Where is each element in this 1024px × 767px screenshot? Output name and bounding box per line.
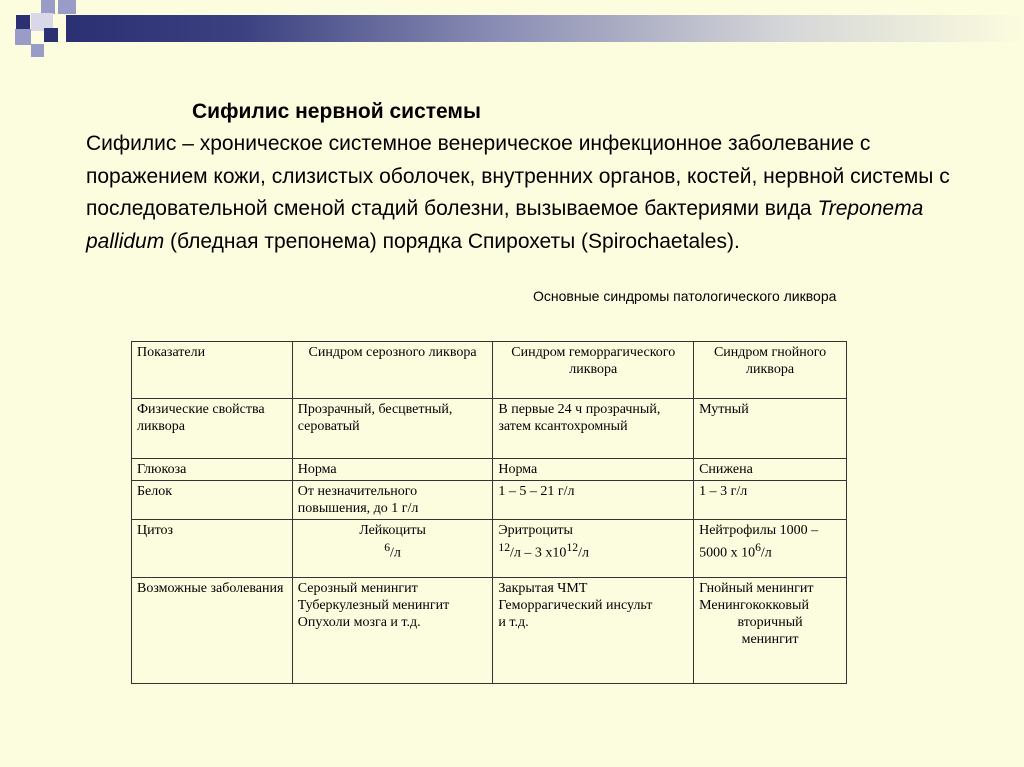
table-cell xyxy=(694,520,847,578)
cell-line: Опухоли мозга и т.д. xyxy=(297,615,421,630)
header-cell: Синдром геморрагического ликвора xyxy=(493,342,694,399)
header-cell: Синдром серозного ликвора xyxy=(292,342,493,399)
table-cell: В первые 24 ч прозрачный, затем ксантохромный xyxy=(493,399,694,459)
definition-paragraph xyxy=(86,128,966,258)
cell-line: Закрытая ЧМТ xyxy=(498,581,588,596)
table-caption: Основные синдромы патологического ликвора xyxy=(533,288,837,304)
cell-line: Геморрагический инсульт xyxy=(498,598,653,613)
paragraph-text-end: (бледная трепонема) порядка Спирохеты (Spirochaetales). xyxy=(164,229,740,253)
table-cell: Мутный xyxy=(694,399,847,459)
table-cell: Цитоз xyxy=(132,520,293,578)
cell-line: менингит xyxy=(741,632,799,647)
species-name: Treponema pallidum xyxy=(86,197,924,253)
table-cell: Прозрачный, бесцветный, сероватый xyxy=(292,399,493,459)
table-cell: Норма xyxy=(292,459,493,481)
cell-sup: 12 xyxy=(498,541,511,554)
header-gradient-bar xyxy=(66,15,1024,42)
table-cell: Возможные заболевания xyxy=(132,578,293,684)
cell-line: Гнойный менингит xyxy=(699,581,814,596)
table-cell xyxy=(292,520,493,578)
table-cell xyxy=(493,520,694,578)
slide-title: Сифилис нервной системы xyxy=(192,100,481,123)
table-cell: Белок xyxy=(132,481,293,520)
table-cell: 1 – 5 – 21 г/л xyxy=(493,481,694,520)
cell-line: вторичный xyxy=(737,615,803,630)
table-cell: От незначительного повышения, до 1 г/л xyxy=(292,481,493,520)
cell-text: /л xyxy=(390,545,401,561)
cell-text: Эритроциты xyxy=(498,523,573,538)
paragraph-text: Сифилис – хроническое системное венерическое инфекционное заболевание с поражением кожи, слизистых оболочек, внутренних органов, костей, нервной системы с последовательной сменой стадий болезни, вызываемое бактериями вида xyxy=(86,132,950,220)
cell-line: Туберкулезный менингит xyxy=(297,598,450,613)
cell-line: Менингококковый xyxy=(699,598,809,613)
decor-square xyxy=(31,44,44,57)
decor-square xyxy=(44,28,58,42)
csf-syndromes-table xyxy=(131,341,847,684)
cell-sup: 6 xyxy=(384,541,391,554)
table-cell: Норма xyxy=(493,459,694,481)
cell-text: Нейтрофилы 1000 – 5000 х 10 xyxy=(699,523,819,561)
cell-line: и т.д. xyxy=(498,615,529,630)
table-cell: Снижена xyxy=(694,459,847,481)
decor-square xyxy=(15,29,31,45)
cell-text: /л xyxy=(760,545,772,561)
table-cell xyxy=(493,578,694,684)
header-cell: Показатели xyxy=(132,342,293,399)
cell-text: /л xyxy=(578,545,589,561)
cell-sup: 6 xyxy=(755,541,761,554)
cell-sup: 12 xyxy=(566,541,579,554)
table-row xyxy=(132,520,847,578)
table-cell xyxy=(694,578,847,684)
table-cell: Физические свойства ликвора xyxy=(132,399,293,459)
table-cell: Глюкоза xyxy=(132,459,293,481)
table-cell xyxy=(292,578,493,684)
cell-text: Лейкоциты xyxy=(359,523,426,538)
table-row xyxy=(132,399,847,459)
table-cell: 1 – 3 г/л xyxy=(694,481,847,520)
table-header-row xyxy=(132,342,847,399)
header-cell: Синдром гнойного ликвора xyxy=(694,342,847,399)
table-row xyxy=(132,578,847,684)
table-row xyxy=(132,481,847,520)
decor-square xyxy=(41,0,55,14)
cell-text: /л – 3 х10 xyxy=(510,545,567,561)
cell-line: Серозный менингит xyxy=(297,581,418,596)
decor-square xyxy=(58,0,76,14)
decor-square xyxy=(16,15,30,29)
table-row xyxy=(132,459,847,481)
